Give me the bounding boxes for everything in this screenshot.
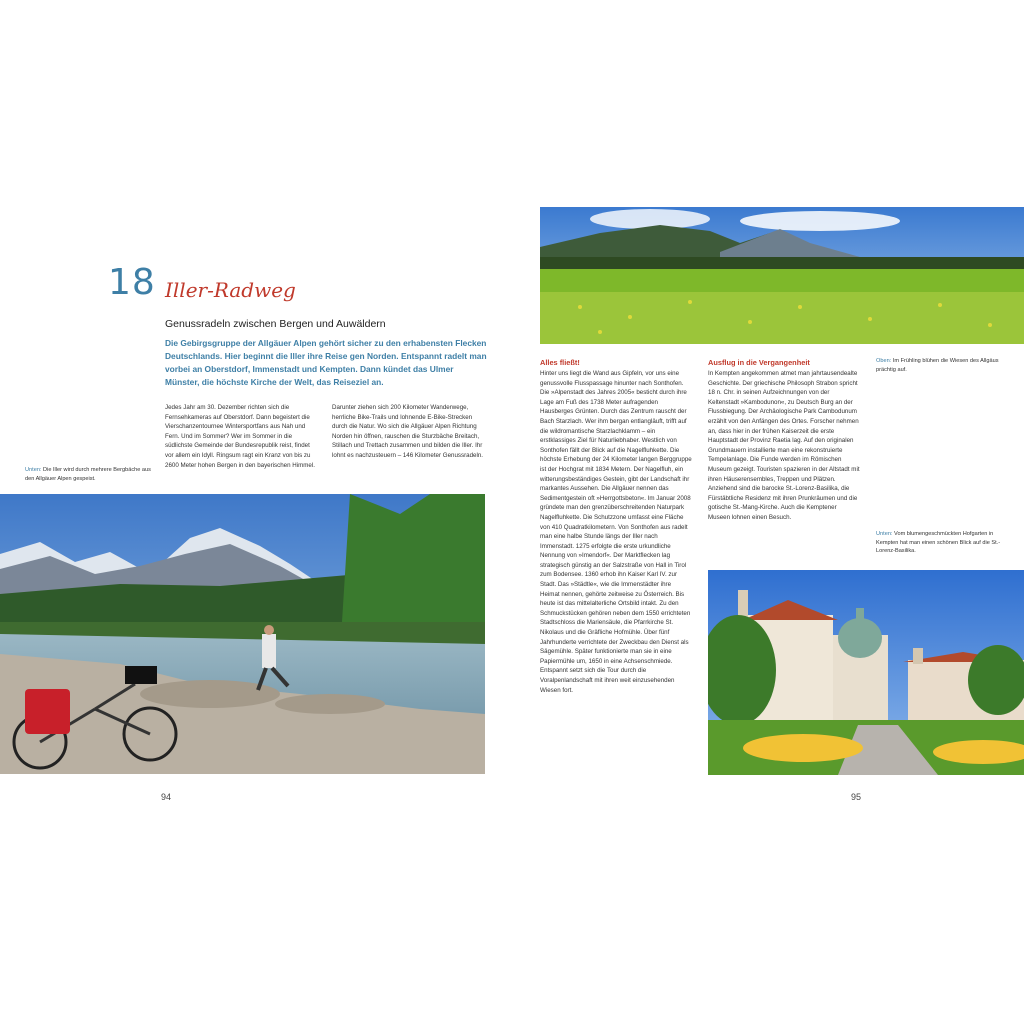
caption-right-top-label: Oben: bbox=[876, 358, 892, 364]
section-heading-alles-fliesst: Alles fließt! bbox=[540, 358, 580, 367]
photo-meadow bbox=[540, 207, 1024, 344]
left-body-col2: Darunter ziehen sich 200 Kilometer Wanderwege, herrliche Bike-Trails und lohnende E-Bike-Strecken durch die Natur. Wo sich die Allgäuer Alpen Richtung Norden hin öffnen, rauschen die Sturzbäche Breitach, Stillach und Trettach zusammen und bilden die Iller. Ihr lohnt es nachzusteuern – 146 Kilometer Genussradeln. bbox=[332, 404, 483, 459]
caption-right-bottom-label: Unten: bbox=[876, 531, 893, 537]
chapter-subtitle: Genussradeln zwischen Bergen und Auwäldern bbox=[165, 318, 386, 330]
caption-left bbox=[25, 466, 155, 483]
chapter-intro: Die Gebirgsgruppe der Allgäuer Alpen gehört sicher zu den erhabensten Flecken Deutschlands. Hier beginnt die Iller ihre Reise gen Norden. Entspannt radelt man vorbei an Oberstdorf, Immenstadt und Kempten. Dann kündet das Ulmer Münster, die höchste Kirche der Welt, das Reiseziel an. bbox=[165, 338, 487, 387]
caption-right-top bbox=[876, 357, 1016, 374]
right-body-col1: Hinter uns liegt die Wand aus Gipfeln, vor uns eine genussvolle Flusspassage hinunter nach Sonthofen. Die »Alpenstadt des Jahres 2005« besticht durch ihre Lage am Fuß des 1738 Meter aufragenden Hausberges Grünten. Durch das Zentrum rauscht der Bach Starzlach. Wer ihm bergan entlangläuft, trifft auf die wildromantische Starzlachklamm – ein erstklassiges Ziel für Naturliebhaber. Westlich von Sonthofen fällt der Blick auf die Nagelfluhkette. Die höchste Erhebung der 24 Kilometer langen Berggruppe ist der Hochgrat mit 1834 Metern. Der Nagelfluh, ein witterungsbeständiges Gestein, gibt der Landschaft ihr markantes Aussehen. Die Allgäuer nennen das Sedimentgestein oft »Herrgottsbeton«. Im Januar 2008 gründete man den grenzüberschreitenden Naturpark Nagelfluhkette. Die Schutzzone umfasst eine Fläche von 410 Quadratkilometern. Von Sonthofen aus radelt man eine halbe Stunde längs der Iller nach Immenstadt. 1275 erfolgte die erste urkundliche Nennung von »Imendorf«. Der Marktflecken lag strategisch günstig an der Salzstraße von Hall in Tirol zum Bodensee. 1360 erhob ihn Kaiser Karl IV. zur Stadt. Das »Städtle«, wie die Immenstädter ihre Heimat nennen, gehörte zeitweise zu Österreich. Bis heute ist das mittelalterliche Ortsbild intakt. Zu den Schmuckstücken gehören neben dem 1550 errichteten Stadtschloss die Mariensäule, die Pfarrkirche St. Nikolaus und die Gräfliche Hofmühle. Über fünf Jahrhunderte verrichtete der Zweckbau den Dienst als Sägemühle. Später funktionierte man sie in eine Papiermühle um, 1650 in eine Achsenschmiede. Entspannt setzt sich die Tour durch die Voralpenlandschaft mit ihren weit einzusehenden Wiesen fort. bbox=[540, 370, 692, 694]
left-body-col1: Jedes Jahr am 30. Dezember richten sich die Fernsehkameras auf Oberstdorf. Dann begeistert die Vierschanzentournee Wintersportfans aus Nah und Fern. Und im Sommer? Wer im Sommer in die südlichste Gemeinde der Bundesrepublik reist, findet vor allem ein Idyll. Ringsum ragt ein Kranz von bis zu 2600 Meter hohen Bergen in den bayerischen Himmel. bbox=[165, 404, 315, 469]
caption-right-bottom bbox=[876, 530, 1016, 556]
caption-left-label: Unten: bbox=[25, 467, 42, 473]
photo-basilica bbox=[708, 570, 1024, 775]
photo-iller-river bbox=[0, 494, 485, 774]
chapter-title: Iller-Radweg bbox=[165, 278, 296, 302]
caption-left-text: Die Iller wird durch mehrere Bergbäche aus den Allgäuer Alpen gespeist. bbox=[25, 467, 151, 482]
page-number-left: 94 bbox=[161, 792, 172, 802]
caption-right-top-text: Im Frühling blühen die Wiesen des Allgäus prächtig auf. bbox=[876, 358, 999, 373]
caption-right-bottom-text: Vom blumengeschmückten Hofgarten in Kempten hat man einen schönen Blick auf die St.-Lorenz-Basilika. bbox=[876, 531, 1001, 555]
section-heading-vergangenheit: Ausflug in die Vergangenheit bbox=[708, 358, 810, 367]
chapter-number: 18 bbox=[108, 262, 156, 303]
right-body-col2: In Kempten angekommen atmet man jahrtausendealte Geschichte. Der griechische Philosoph Strabon spricht 18 n. Chr. in seinen Aufzeichnungen von der Keltenstadt »Kambodunon«, zu Deutsch Burg an der Flussbiegung. Der Archäologische Park Cambodunum erzählt von den Anfängen des Ortes. Forscher nehmen an, dass hier in der frühen Kaiserzeit die erste Hauptstadt der Provinz Raetia lag. Auf den originalen Grundmauern installierte man eine rekonstruierte Tempelanlage. Die Funde werden im Römischen Museum gezeigt. Touristen spazieren in der Altstadt mit ihren Häuserensembles, Treppen und Plätzen. Anziehend sind die barocke St.-Lorenz-Basilika, die Fürstäbtliche Residenz mit ihren Prunkräumen und die gotische St.-Mang-Kirche. Auch die Kemptener Museen lohnen einen Besuch. bbox=[708, 370, 860, 521]
page-number-right: 95 bbox=[851, 792, 862, 802]
